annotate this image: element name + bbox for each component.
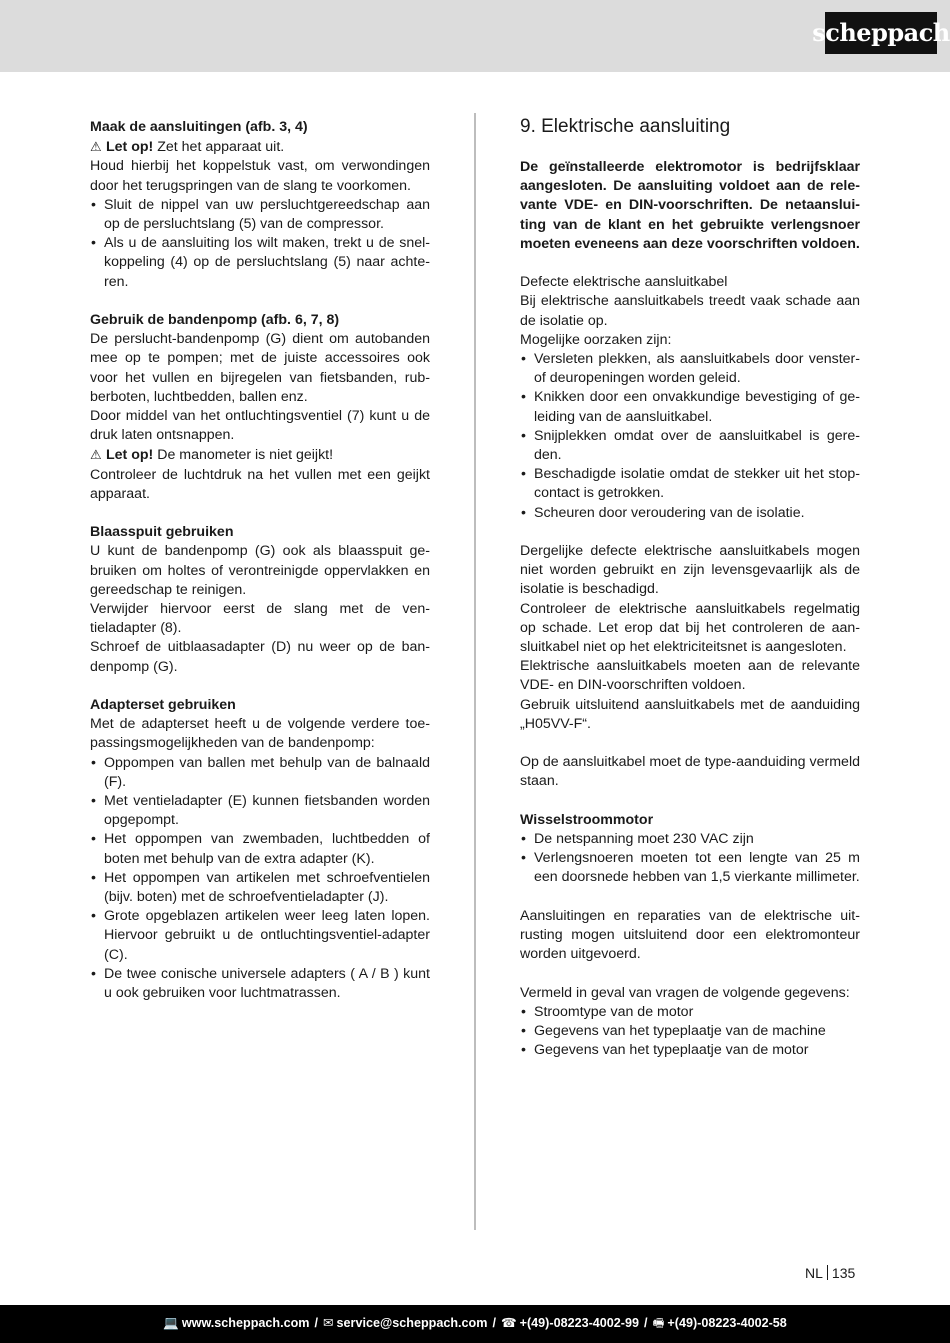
list-item: • Oppompen van ballen met behulp van de balnaald (F). [90,754,430,792]
fax-icon: 🖷 [652,1316,665,1331]
fax-number: +(49)-08223-4002-58 [667,1316,787,1331]
paragraph: Bij elektrische aansluitkabels treedt vaak schade aan de isolatie op. [520,293,860,329]
list-item: • Verlengsnoeren moeten tot een lengte van 25 m een doorsnede hebben van 1,5 vierkante millimeter. [520,849,860,887]
list-item: • Met ventieladapter (E) kunnen fietsbanden worden opgepompt. [90,792,430,830]
phone-number: +(49)-08223-4002-99 [519,1316,640,1331]
chapter-title: 9. Elektrische aansluiting [520,116,731,137]
left-column [90,118,430,1003]
list-item: • Gegevens van het typeplaatje van de motor [520,1041,860,1060]
list-item: • De twee conische universele adapters ( A / B ) kunt u ook gebruiken voor luchtmatrassen. [90,965,430,1003]
list-item: • Beschadigde isolatie omdat de stekker uit het stopcontact is getrokken. [520,465,860,503]
list-item: • Versleten plekken, als aansluitkabels door vensterof deuropeningen worden geleid. [520,350,860,388]
paragraph: Mogelijke oorzaken zijn: [520,331,672,348]
list-item: • Snijplekken omdat over de aansluitkabel is gereden. [520,427,860,465]
paragraph: Door middel van het ontluchtingsventiel (7) kunt u de druk laten ontsnappen. [90,408,430,444]
paragraph: Verwijder hiervoor eerst de slang met de ventieladapter (8). [90,601,430,637]
list-item: • Sluit de nippel van uw persluchtgereedschap aan op de persluchtslang (5) van de compressor. [90,196,430,234]
warning-line: ⚠ Let op! Zet het apparaat uit. [90,139,285,156]
scheppach-logo: scheppach [825,12,937,54]
footer-band: 💻 www.scheppach.com / ✉ service@scheppach.com / ☎ +(49)-08223-4002-99 / 🖷 +(49)-08223-4002-58 [0,1305,950,1343]
list-item: • Grote opgeblazen artikelen weer leeg laten lopen. Hiervoor gebruikt u de ontluchtingsventiel-adapter (C). [90,907,430,965]
column-divider [474,113,476,1230]
list-item: • Knikken door een onvakkundige bevestiging of geleiding van de aansluitkabel. [520,388,860,426]
bullet-list [520,830,860,888]
page-number [805,1264,855,1283]
paragraph: Houd hierbij het koppelstuk vast, om verwondingen door het terugspringen van de slang te voorkomen. [90,158,430,194]
right-column [520,114,860,1060]
paragraph: Dergelijke defecte elektrische aansluitkabels mogen niet worden gebruikt en zijn levensgevaarlijk als de isolatie is beschadigd. [520,543,860,598]
language-code: NL [805,1265,823,1281]
list-item: • Het oppompen van artikelen met schroefventielen (bijv. boten) met de schroefventieladapter (J). [90,869,430,907]
section-heading: Maak de aansluitingen (afb. 3, 4) [90,119,308,135]
website-link[interactable]: www.scheppach.com [181,1316,310,1331]
list-item: • Gegevens van het typeplaatje van de machine [520,1022,860,1041]
envelope-icon: ✉ [322,1316,334,1331]
paragraph: Schroef de uitblaasadapter (D) nu weer op de bandenpomp (G). [90,639,430,675]
section-heading: Blaasspuit gebruiken [90,524,234,541]
email-link[interactable]: service@scheppach.com [336,1316,488,1331]
subheading: Defecte elektrische aansluitkabel [520,274,728,291]
paragraph: Controleer de elektrische aansluitkabels regelmatig op schade. Let erop dat bij het controleren de aansluitkabel niet op het elektriciteitsnet is aangesloten. [520,600,860,656]
intro-paragraph: De geïnstalleerde elektromotor is bedrijfsklaar aangesloten. De aansluiting voldoet aan de relevante VDE- en DIN-voorschriften. De netaansluiting van de klant en het gebruikte verlengsnoer moeten eveneens aan deze voorschriften voldoen. [520,159,860,252]
warning-icon: ⚠ [90,447,102,463]
paragraph: Gebruik uitsluitend aansluitkabels met de aanduiding „H05VV-F“. [520,696,860,732]
paragraph: Op de aansluitkabel moet de type-aanduiding vermeld staan. [520,754,860,790]
paragraph: Elektrische aansluitkabels moeten aan de relevante VDE- en DIN-voorschriften voldoen. [520,658,860,694]
list-item: • Als u de aansluiting los wilt maken, trekt u de snelkoppeling (4) op de persluchtslang (5) naar achteren. [90,234,430,292]
paragraph: Met de adapterset heeft u de volgende verdere toepassingsmogelijkheden van de bandenpomp: [90,716,430,752]
telephone-icon: ☎ [500,1316,517,1331]
section-heading: Gebruik de bandenpomp (afb. 6, 7, 8) [90,312,340,329]
bullet-list [90,196,430,292]
warning-icon: ⚠ [90,139,102,155]
list-item: • De netspanning moet 230 VAC zijn [520,830,860,849]
section-heading: Adapterset gebruiken [90,697,236,714]
list-item: • Stroomtype van de motor [520,1003,860,1022]
paragraph: Aansluitingen en reparaties van de elektrische uitrusting mogen uitsluitend door een elektromonteur worden uitgevoerd. [520,907,860,963]
list-item: • Het oppompen van zwembaden, luchtbedden of boten met behulp van de extra adapter (K). [90,830,430,868]
computer-icon: 💻 [163,1316,179,1331]
bullet-list [520,1003,860,1061]
warning-line: ⚠ Let op! De manometer is niet geijkt! [90,447,334,464]
bullet-list [520,350,860,523]
paragraph: Controleer de luchtdruk na het vullen met een geijkt apparaat. [90,466,430,502]
page-number-value: 135 [831,1265,856,1281]
paragraph: De perslucht-bandenpomp (G) dient om autobanden mee op te pompen; met de juiste accessoires ook voor het vullen en bijregelen van fietsbanden, rubberboten, luchtbedden, ballen enz. [90,331,430,405]
header-band [0,0,950,72]
list-item: • Scheuren door veroudering van de isolatie. [520,504,860,523]
paragraph: U kunt de bandenpomp (G) ook als blaasspuit gebruiken om holtes of verontreinigde oppervlakken en gereedschap te reinigen. [90,543,430,598]
paragraph: Vermeld in geval van vragen de volgende gegevens: [520,984,850,1001]
bullet-list [90,754,430,1004]
section-heading: Wisselstroommotor [520,811,654,828]
